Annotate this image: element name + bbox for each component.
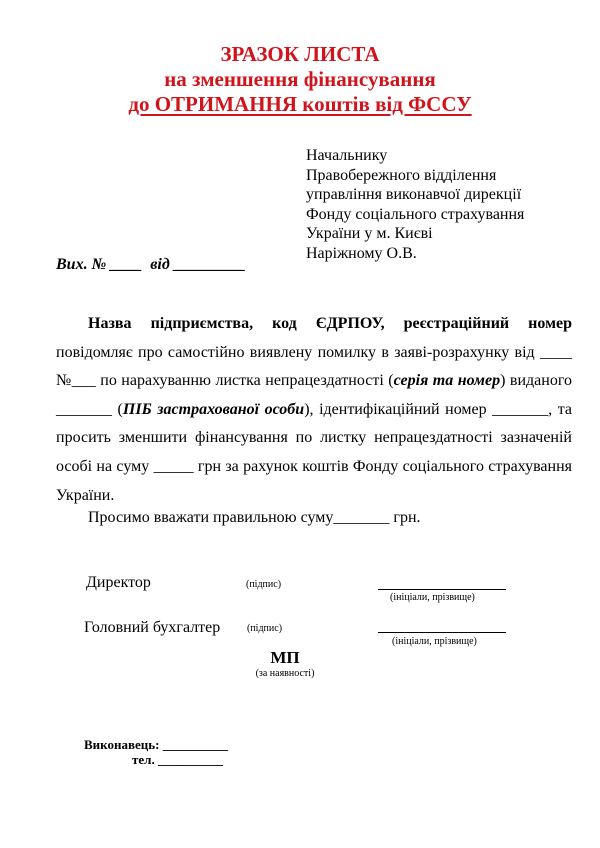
letter-title bbox=[0, 42, 600, 117]
addressee-line: Правобережного відділення bbox=[306, 166, 497, 184]
executor-phone-blank: __________ bbox=[157, 752, 223, 767]
executor-phone-label: тел. bbox=[132, 752, 155, 767]
addressee-line: управління виконавчої дирекції bbox=[306, 186, 522, 203]
insured-person-name: ПІБ застрахованої особи bbox=[122, 400, 305, 418]
stamp-note: (за наявності) bbox=[255, 668, 315, 679]
director-name-line bbox=[378, 589, 506, 590]
executor-phone-line bbox=[132, 752, 223, 768]
addressee-line: Фонду соціального страхування bbox=[306, 205, 525, 223]
company-details: Назва підприємства, код ЄДРПОУ, реєстраційний номер bbox=[88, 315, 572, 332]
addressee-line: Наріжному О.В. bbox=[306, 244, 417, 262]
stamp-label: МП bbox=[270, 648, 300, 667]
title-line-3: до ОТРИМАННЯ коштів від ФССУ bbox=[128, 92, 472, 116]
director-sign-label: (підпис) bbox=[246, 579, 282, 590]
sick-leave-series-number: серія та номер bbox=[393, 372, 501, 390]
outgoing-number-blank: ____ bbox=[110, 256, 143, 273]
director-name-label: (ініціали, прізвище) bbox=[390, 592, 475, 603]
accountant-name-label: (ініціали, прізвище) bbox=[392, 636, 477, 647]
outgoing-number-label: Вих. № bbox=[56, 256, 107, 273]
addressee-line: Начальнику bbox=[306, 147, 388, 164]
executor-line bbox=[84, 737, 228, 753]
outgoing-date-blank: _________ bbox=[173, 256, 246, 273]
addressee-line: України у м. Києві bbox=[306, 225, 433, 242]
addressee-block bbox=[306, 146, 524, 263]
request-line: Просимо вважати правильною суму_______ грн. bbox=[88, 509, 421, 526]
accountant-role: Головний бухгалтер bbox=[84, 619, 221, 636]
body-text-2: ) виданого _______ ( bbox=[56, 372, 572, 418]
body-text-1: повідомляє про самостійно виявлену помилку в заяві-розрахунку від ____ №___ по нарахуванню листка непрацездатності ( bbox=[56, 343, 572, 390]
outgoing-number bbox=[56, 256, 246, 274]
accountant-name-line bbox=[378, 632, 506, 633]
executor-blank: __________ bbox=[162, 737, 228, 752]
title-line-2: на зменшення фінансування bbox=[164, 67, 436, 91]
letter-body bbox=[56, 310, 572, 510]
executor-label: Виконавець: bbox=[84, 737, 160, 752]
title-line-1: ЗРАЗОК ЛИСТА bbox=[220, 42, 380, 66]
accountant-sign-label: (підпис) bbox=[247, 623, 283, 634]
director-role: Директор bbox=[86, 574, 151, 591]
outgoing-date-label: від bbox=[150, 256, 170, 273]
body-text-3: ), ідентифікаційний номер _______, та просить зменшити фінансування по листку непрацездатності зазначеній особі на суму _____ грн за рахунок коштів Фонду соціального страхування України. bbox=[56, 400, 573, 504]
